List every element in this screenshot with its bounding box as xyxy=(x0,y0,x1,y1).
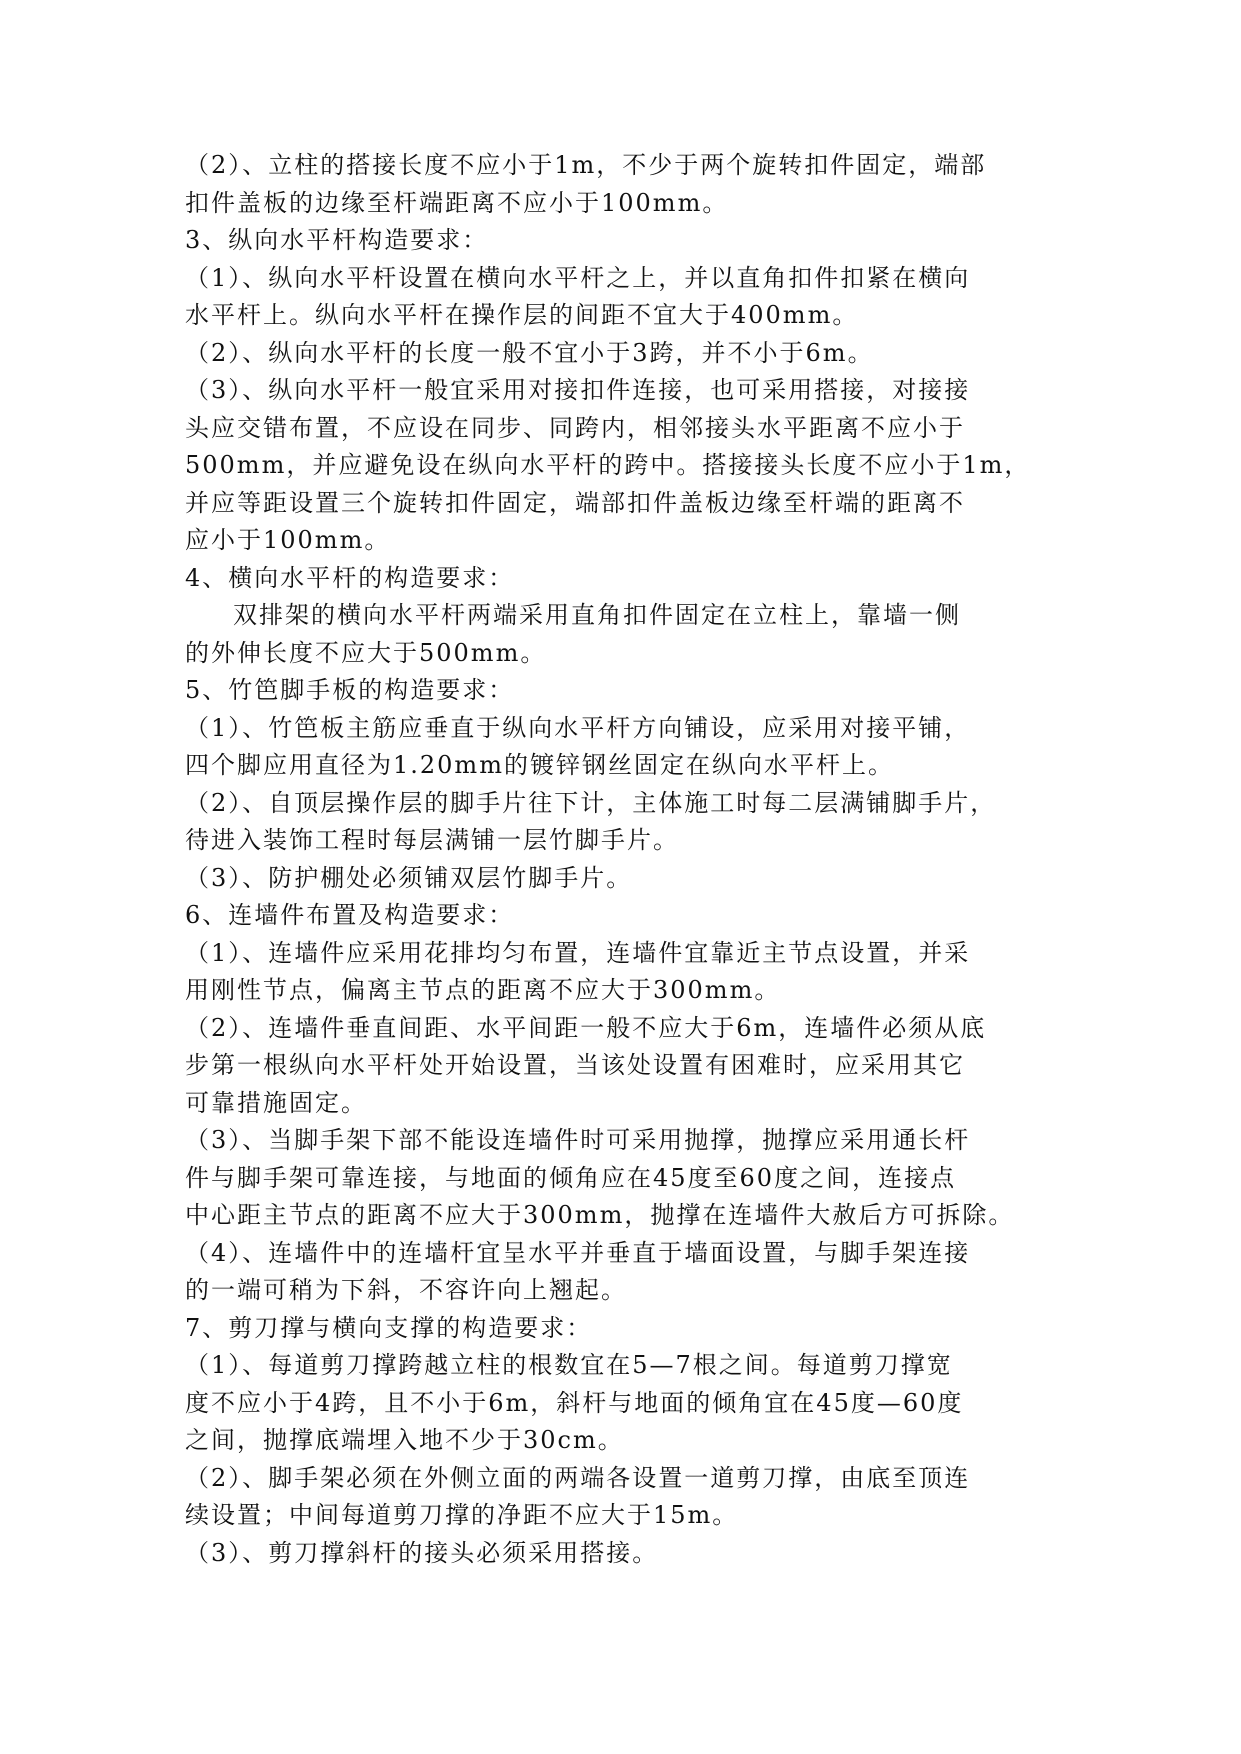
text-line: （2）、纵向水平杆的长度一般不宜小于3跨，并不小于6m。 xyxy=(185,338,874,367)
text-line: 的外伸长度不应大于500mm。 xyxy=(185,638,547,667)
text-line: 四个脚应用直径为1.20mm的镀锌钢丝固定在纵向水平杆上。 xyxy=(185,751,894,779)
text-line: 中心距主节点的距离不应大于300mm，抛撑在连墙件大赦后方可拆除。 xyxy=(185,1201,1015,1229)
text-line: （3）、纵向水平杆一般宜采用对接扣件连接，也可采用搭接，对接接 xyxy=(185,376,971,404)
text-line: 件与脚手架可靠连接，与地面的倾角应在45度至60度之间，连接点 xyxy=(185,1163,957,1192)
text-line: 双排架的横向水平杆两端采用直角扣件固定在立柱上，靠墙一侧 xyxy=(233,601,961,629)
text-line: 并应等距设置三个旋转扣件固定，端部扣件盖板边缘至杆端的距离不 xyxy=(185,488,965,517)
text-line: （3）、防护棚处必须铺双层竹脚手片。 xyxy=(185,863,633,892)
section-heading: 7、剪刀撑与横向支撑的构造要求： xyxy=(185,1313,593,1342)
text-line: （1）、连墙件应采用花排均匀布置，连墙件宜靠近主节点设置，并采 xyxy=(185,938,971,967)
text-line: 之间，抛撑底端埋入地不少于30cm。 xyxy=(185,1426,624,1454)
text-line: 可靠措施固定。 xyxy=(185,1088,367,1117)
text-line: （4）、连墙件中的连墙杆宜呈水平并垂直于墙面设置，与脚手架连接 xyxy=(185,1238,971,1267)
section-heading: 3、纵向水平杆构造要求： xyxy=(185,226,489,254)
text-line: 的一端可稍为下斜，不容许向上翘起。 xyxy=(185,1276,627,1304)
text-line: （1）、每道剪刀撑跨越立柱的根数宜在5—7根之间。每道剪刀撑宽 xyxy=(185,1351,953,1379)
section-heading: 5、竹笆脚手板的构造要求： xyxy=(185,676,515,704)
text-line: （1）、竹笆板主筋应垂直于纵向水平杆方向铺设，应采用对接平铺， xyxy=(185,713,971,742)
text-line: （1）、纵向水平杆设置在横向水平杆之上，并以直角扣件扣紧在横向 xyxy=(185,263,971,292)
text-line: （2）、脚手架必须在外侧立面的两端各设置一道剪刀撑，由底至顶连 xyxy=(185,1463,971,1492)
text-line: （2）、立柱的搭接长度不应小于1m，不少于两个旋转扣件固定，端部 xyxy=(185,151,987,179)
text-line: 头应交错布置，不应设在同步、同跨内，相邻接头水平距离不应小于 xyxy=(185,413,965,442)
section-heading: 6、连墙件布置及构造要求： xyxy=(185,901,515,929)
text-line: 步第一根纵向水平杆处开始设置，当该处设置有困难时，应采用其它 xyxy=(185,1051,965,1079)
text-line: 续设置；中间每道剪刀撑的净距不应大于15m。 xyxy=(185,1501,739,1529)
text-line: 水平杆上。纵向水平杆在操作层的间距不宜大于400mm。 xyxy=(185,301,859,329)
text-line: 度不应小于4跨，且不小于6m，斜杆与地面的倾角宜在45度—60度 xyxy=(185,1388,964,1417)
document-body xyxy=(185,147,1055,1572)
text-line: （2）、自顶层操作层的脚手片往下计，主体施工时每二层满铺脚手片， xyxy=(185,788,997,817)
text-line: （3）、剪刀撑斜杆的接头必须采用搭接。 xyxy=(185,1538,659,1567)
text-line: 500mm，并应避免设在纵向水平杆的跨中。搭接接头长度不应小于1m， xyxy=(185,451,1031,479)
text-line: 待进入装饰工程时每层满铺一层竹脚手片。 xyxy=(185,826,679,854)
text-line: （3）、当脚手架下部不能设连墙件时可采用抛撑，抛撑应采用通长杆 xyxy=(185,1126,971,1154)
section-heading: 4、横向水平杆的构造要求： xyxy=(185,563,515,592)
text-line: （2）、连墙件垂直间距、水平间距一般不应大于6m，连墙件必须从底 xyxy=(185,1013,987,1042)
text-line: 用刚性节点，偏离主节点的距离不应大于300mm。 xyxy=(185,976,781,1004)
text-line: 应小于100mm。 xyxy=(185,526,391,554)
text-line: 扣件盖板的边缘至杆端距离不应小于100mm。 xyxy=(185,188,729,217)
